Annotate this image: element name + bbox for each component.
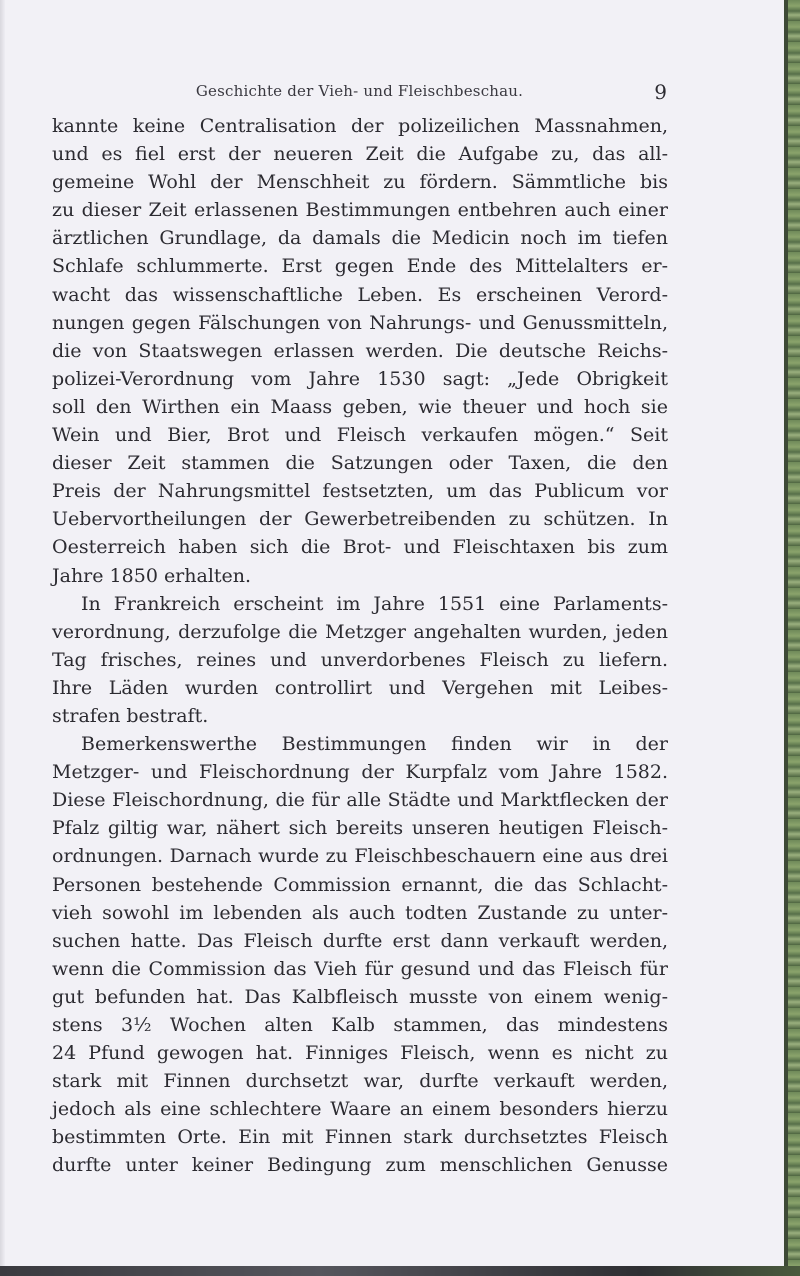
text-line: Diese Fleischordnung, die für alle Städte und Marktflecken der — [52, 789, 668, 812]
text-line: vieh sowohl im lebenden als auch todten Zustande zu unter- — [52, 901, 668, 924]
text-line: und es fiel erst der neueren Zeit die Aufgabe zu, das all- — [52, 143, 668, 166]
text-line: stens 3½ Wochen alten Kalb stammen, das mindestens — [52, 1014, 668, 1036]
text-line: Ihre Läden wurden controllirt und Vergehen mit Leibes- — [52, 676, 668, 699]
text-line: Oesterreich haben sich die Brot- und Fleischtaxen bis zum — [52, 536, 668, 559]
text-line: Tag frisches, reines und unverdorbenes Fleisch zu liefern. — [52, 648, 668, 671]
text-line: In Frankreich erscheint im Jahre 1551 eine Parlaments- — [81, 592, 668, 615]
page-bottom-edge — [0, 1266, 800, 1276]
body-text — [52, 112, 668, 1180]
book-binding-edge — [784, 0, 800, 1276]
text-line: gut befunden hat. Das Kalbfleisch musste von einem wenig- — [52, 985, 668, 1008]
text-line: Personen bestehende Commission ernannt, die das Schlacht- — [52, 873, 668, 896]
text-line: stark mit Finnen durchsetzt war, durfte verkauft werden, — [52, 1070, 668, 1093]
running-head: Geschichte der Vieh- und Fleischbeschau. — [195, 82, 524, 100]
text-line: Metzger- und Fleischordnung der Kurpfalz vom Jahre 1582. — [52, 761, 668, 784]
text-line: zu dieser Zeit erlassenen Bestimmungen entbehren auch einer — [52, 199, 668, 222]
text-line: Schlafe schlummerte. Erst gegen Ende des Mittelalters er- — [52, 255, 668, 278]
text-line: ordnungen. Darnach wurde zu Fleischbeschauern eine aus drei — [52, 845, 668, 868]
text-line: Preis der Nahrungsmittel festsetzten, um das Publicum vor — [52, 480, 668, 503]
text-line: die von Staatswegen erlassen werden. Die deutsche Reichs- — [52, 339, 668, 362]
text-line: wenn die Commission das Vieh für gesund und das Fleisch für — [52, 957, 668, 980]
text-line: gemeine Wohl der Menschheit zu fördern. Sämmtliche bis — [52, 171, 668, 194]
text-line: bestimmten Orte. Ein mit Finnen stark durchsetztes Fleisch — [52, 1126, 668, 1149]
text-line: wacht das wissenschaftliche Leben. Es erscheinen Verord- — [52, 283, 668, 306]
text-line: nungen gegen Fälschungen von Nahrungs- und Genussmitteln, — [52, 311, 668, 334]
page-header — [52, 82, 667, 108]
text-line: Wein und Bier, Brot und Fleisch verkaufen mögen.“ Seit — [52, 424, 668, 447]
page-left-edge — [0, 0, 5, 1266]
text-line: dieser Zeit stammen die Satzungen oder Taxen, die den — [52, 452, 668, 475]
text-line: verordnung, derzufolge die Metzger angehalten wurden, jeden — [52, 620, 668, 643]
text-line: Jahre 1850 erhalten. — [52, 564, 252, 587]
text-line: Pfalz giltig war, nähert sich bereits unseren heutigen Fleisch- — [52, 817, 668, 840]
text-line: kannte keine Centralisation der polizeilichen Massnahmen, — [52, 115, 668, 137]
text-line: suchen hatte. Das Fleisch durfte erst dann verkauft werden, — [52, 929, 668, 952]
text-line: Bemerkenswerthe Bestimmungen finden wir in der — [81, 733, 668, 756]
text-line: soll den Wirthen ein Maass geben, wie theuer und hoch sie — [52, 395, 668, 418]
page-number: 9 — [654, 80, 667, 104]
text-line: 24 Pfund gewogen hat. Finniges Fleisch, wenn es nicht zu — [52, 1042, 668, 1065]
text-line: strafen bestraft. — [52, 704, 209, 727]
text-line: Uebervortheilungen der Gewerbetreibenden zu schützen. In — [52, 508, 668, 531]
text-line: durfte unter keiner Bedingung zum menschlichen Genusse — [52, 1154, 668, 1177]
text-line: polizei-Verordnung vom Jahre 1530 sagt: „Jede Obrigkeit — [52, 367, 668, 390]
text-line: ärztlichen Grundlage, da damals die Medicin noch im tiefen — [52, 227, 668, 250]
text-line: jedoch als eine schlechtere Waare an einem besonders hierzu — [52, 1098, 668, 1121]
